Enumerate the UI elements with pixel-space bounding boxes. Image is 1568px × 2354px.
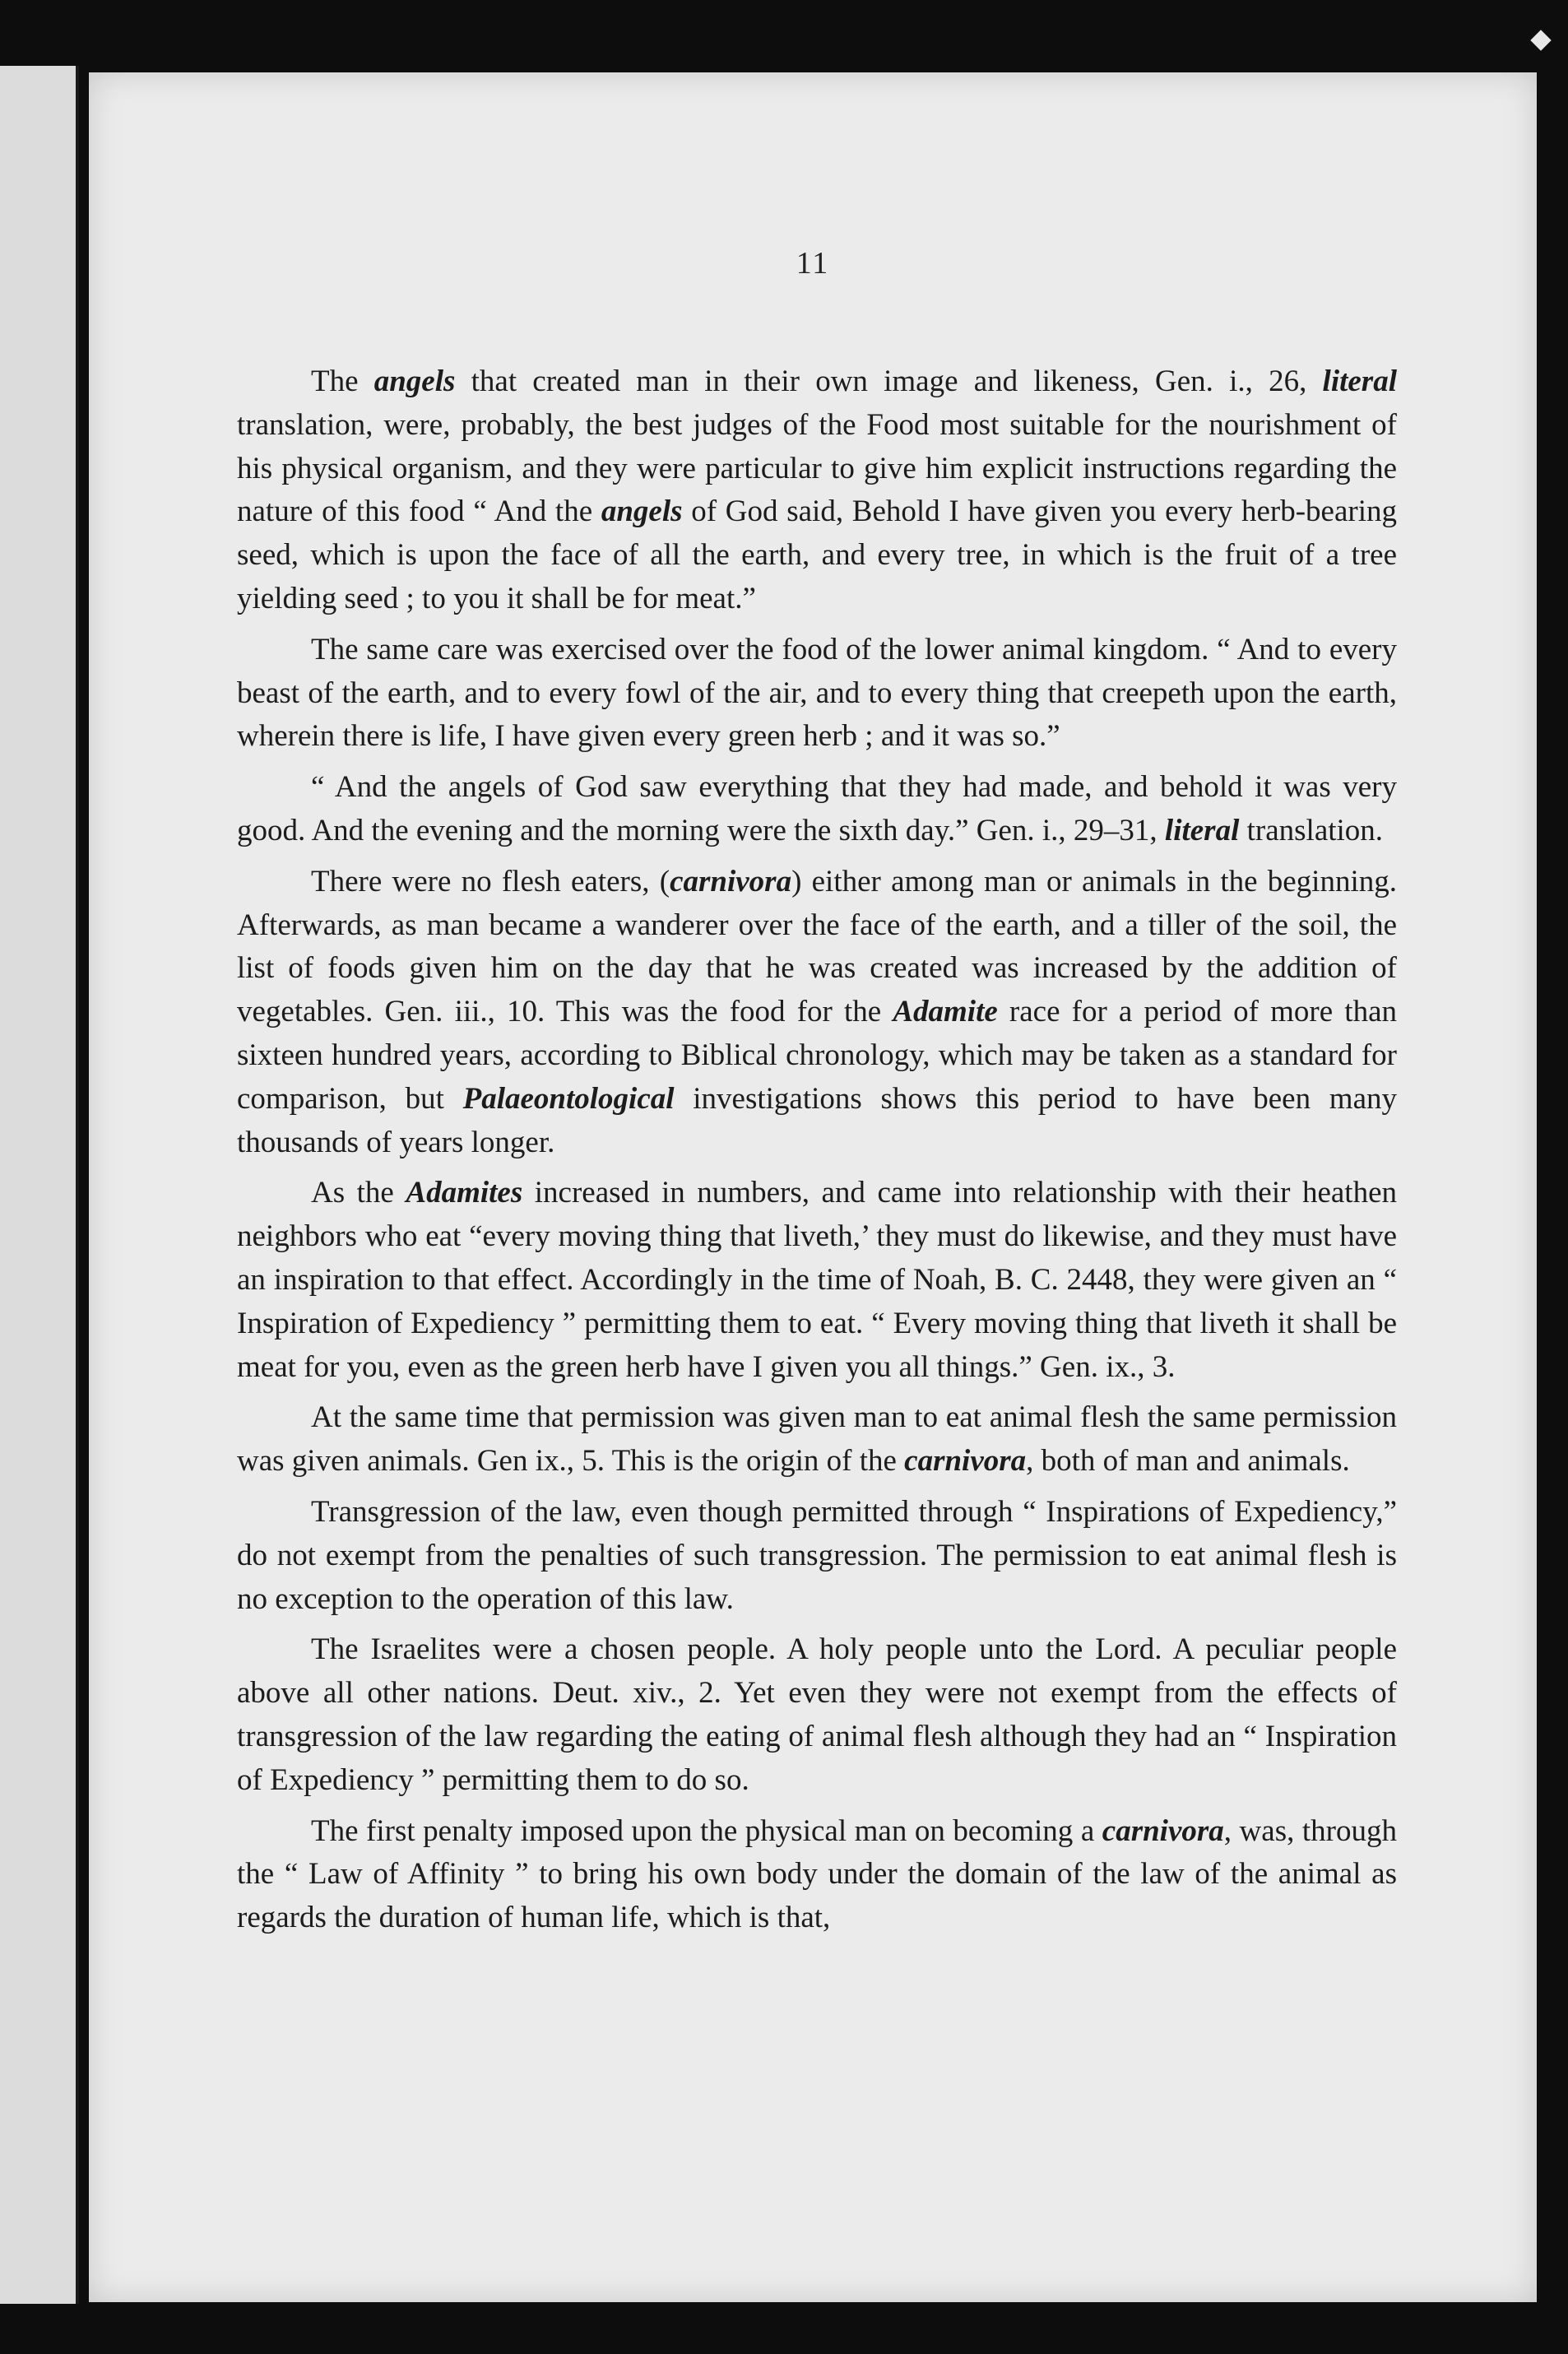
italic-term: literal: [1322, 364, 1397, 398]
text-run: investigations shows this period to have been many thousands of years longer.: [237, 1081, 1397, 1159]
text-run: The first penalty imposed upon the physical man on becoming a: [311, 1813, 1102, 1848]
text-run: Transgression of the law, even though permitted through “ Inspirations of Expediency,” do not exempt from the penalties of such transgression. The permission to eat animal flesh is no exception to the operation of this law.: [237, 1494, 1397, 1616]
italic-term: carnivora: [1102, 1813, 1224, 1848]
italic-term: angels: [373, 364, 456, 398]
italic-term: Palaeontological: [462, 1081, 675, 1116]
paragraph-9: [237, 1810, 1397, 1940]
paragraph-5: [237, 1172, 1397, 1389]
previous-page-edge: [0, 66, 79, 2304]
text-run: race for a period of more than sixteen hundred years, according to Biblical chronology, which may be taken as a standard for comparison, but: [237, 995, 1397, 1116]
italic-term: Adamite: [893, 995, 998, 1029]
text-run: At the same time that permission was given man to eat animal flesh the same permission was given animals. Gen ix., 5. This is the origin of the: [237, 1400, 1397, 1479]
text-run: “ And the angels of God saw everything that they had made, and behold it was very good. And the evening and the morning were the sixth day.” Gen. i., 29–31,: [237, 770, 1397, 847]
text-run: The Israelites were a chosen people. A holy people unto the Lord. A peculiar people above all other nations. Deut. xiv., 2. Yet even they were not exempt from the effects of transgression of the law regarding the eating of animal flesh although they had an “ Inspiration of Expediency ” permitting them to do so.: [237, 1632, 1397, 1797]
paragraph-3: [237, 766, 1397, 853]
italic-term: carnivora: [670, 864, 792, 898]
text-run: translation.: [1239, 813, 1384, 847]
text-run: There were no flesh eaters, (: [311, 864, 670, 898]
text-run: , was, through the “ Law of Affinity ” to bring his own body under the domain of the law of the animal as regards the duration of human life, which is that,: [237, 1813, 1397, 1935]
paragraph-2: [237, 629, 1397, 759]
text-run: As the: [311, 1176, 406, 1210]
text-run: that created man in their own image and likeness, Gen. i., 26,: [455, 364, 1323, 398]
paragraph-1: [237, 360, 1397, 621]
italic-term: Adamites: [406, 1176, 523, 1210]
italic-term: literal: [1164, 813, 1240, 847]
text-run: of God said, Behold I have given you every herb-bearing seed, which is upon the face of all the earth, and every tree, in which is the fruit of a tree yielding seed ; to you it shall be for meat.”: [237, 494, 1397, 615]
italic-term: carnivora: [904, 1444, 1027, 1479]
paragraph-8: [237, 1628, 1397, 1802]
text-run: increased in numbers, and came into relationship with their heathen neighbors who eat “every moving thing that liveth,’ they must do likewise, and they must have an inspiration to that effect. Accordingly in the time of Noah, B. C. 2448, they were given an “ Inspiration of Expediency ” permitting them to eat. “ Every moving thing that liveth it shall be meat for you, even as the green herb have I given you all things.” Gen. ix., 3.: [237, 1176, 1398, 1384]
text-run: The same care was exercised over the food of the lower animal kingdom. “ And to every beast of the earth, and to every fowl of the air, and to every thing that creepeth upon the earth, wherein there is life, I have given every green herb ; and it was so.”: [237, 632, 1397, 754]
page-number: 11: [796, 246, 830, 281]
document-page: [89, 72, 1537, 2302]
text-run: The: [311, 364, 374, 398]
paragraph-4: [237, 861, 1397, 1165]
paragraph-6: [237, 1396, 1397, 1483]
text-run: ) either among man or animals in the beginning. Afterwards, as man became a wanderer over the face of the earth, and a tiller of the soil, the list of foods given him on the day that he was created was increased by the addition of vegetables. Gen. iii., 10. This was the food for the: [237, 864, 1397, 1029]
scan-corner-mark: [1530, 30, 1551, 50]
italic-term: angels: [601, 494, 683, 529]
text-run: , both of man and animals.: [1026, 1444, 1350, 1479]
text-run: translation, were, probably, the best judges of the Food most suitable for the nourishment of his physical organism, and they were particular to give him explicit instructions regarding the nature of this food “ And the: [237, 407, 1397, 529]
paragraph-7: [237, 1491, 1397, 1621]
body-text: [237, 360, 1397, 1948]
